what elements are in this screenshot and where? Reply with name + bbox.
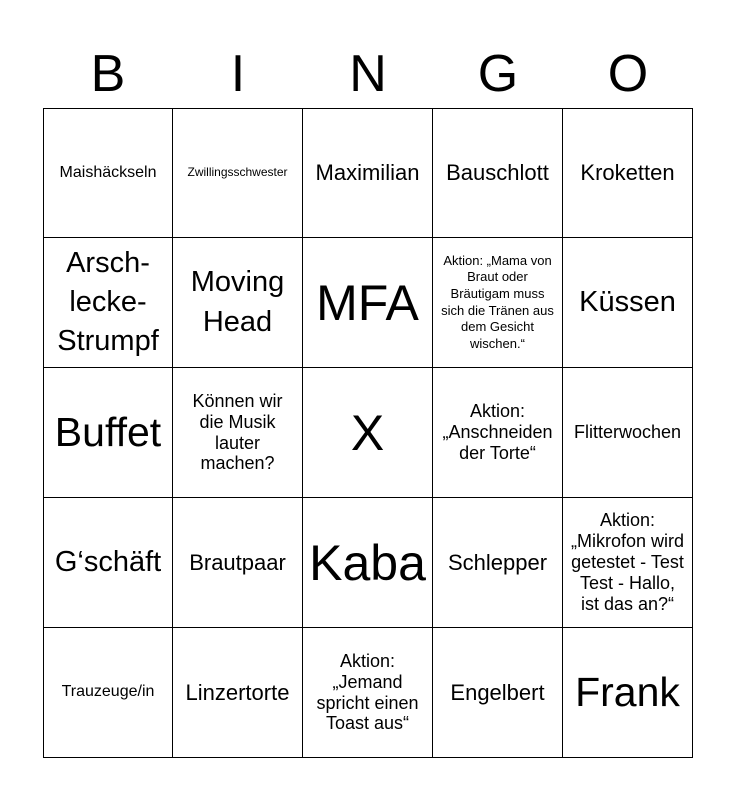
- header-letter-n: N: [349, 45, 387, 103]
- bingo-cell[interactable]: Kaba: [303, 498, 433, 628]
- bingo-header: [43, 40, 693, 108]
- bingo-cell[interactable]: Engelbert: [433, 628, 563, 758]
- bingo-cell[interactable]: Brautpaar: [173, 498, 303, 628]
- bingo-cell[interactable]: Kroketten: [563, 108, 693, 238]
- header-letter-b: B: [90, 45, 126, 103]
- bingo-cell[interactable]: Moving Head: [173, 238, 303, 368]
- bingo-cell[interactable]: Schlepper: [433, 498, 563, 628]
- bingo-cell[interactable]: Arsch-lecke-Strumpf: [43, 238, 173, 368]
- bingo-cell[interactable]: Linzertorte: [173, 628, 303, 758]
- bingo-cell[interactable]: Aktion: „Anschneiden der Torte“: [433, 368, 563, 498]
- bingo-cell-free-space[interactable]: X: [303, 368, 433, 498]
- bingo-cell[interactable]: G‘schäft: [43, 498, 173, 628]
- bingo-cell[interactable]: Küssen: [563, 238, 693, 368]
- header-letter-g: G: [477, 45, 519, 103]
- bingo-cell[interactable]: Flitterwochen: [563, 368, 693, 498]
- bingo-cell[interactable]: Aktion: „Jemand spricht einen Toast aus“: [303, 628, 433, 758]
- bingo-cell[interactable]: Trauzeuge/in: [43, 628, 173, 758]
- bingo-card-grid: [43, 108, 693, 758]
- header-letter-i: I: [230, 45, 246, 103]
- bingo-cell[interactable]: Aktion: „Mama von Braut oder Bräutigam muss sich die Tränen aus dem Gesicht wischen.“: [433, 238, 563, 368]
- bingo-cell[interactable]: Maximilian: [303, 108, 433, 238]
- bingo-cell[interactable]: MFA: [303, 238, 433, 368]
- bingo-cell[interactable]: Aktion: „Mikrofon wird getestet - Test Test - Hallo, ist das an?“: [563, 498, 693, 628]
- header-letter-o: O: [607, 45, 649, 103]
- bingo-cell[interactable]: Bauschlott: [433, 108, 563, 238]
- bingo-cell[interactable]: Buffet: [43, 368, 173, 498]
- bingo-cell[interactable]: Frank: [563, 628, 693, 758]
- bingo-cell[interactable]: Maishäckseln: [43, 108, 173, 238]
- bingo-cell[interactable]: Zwillingsschwester: [173, 108, 303, 238]
- bingo-cell[interactable]: Können wir die Musik lauter machen?: [173, 368, 303, 498]
